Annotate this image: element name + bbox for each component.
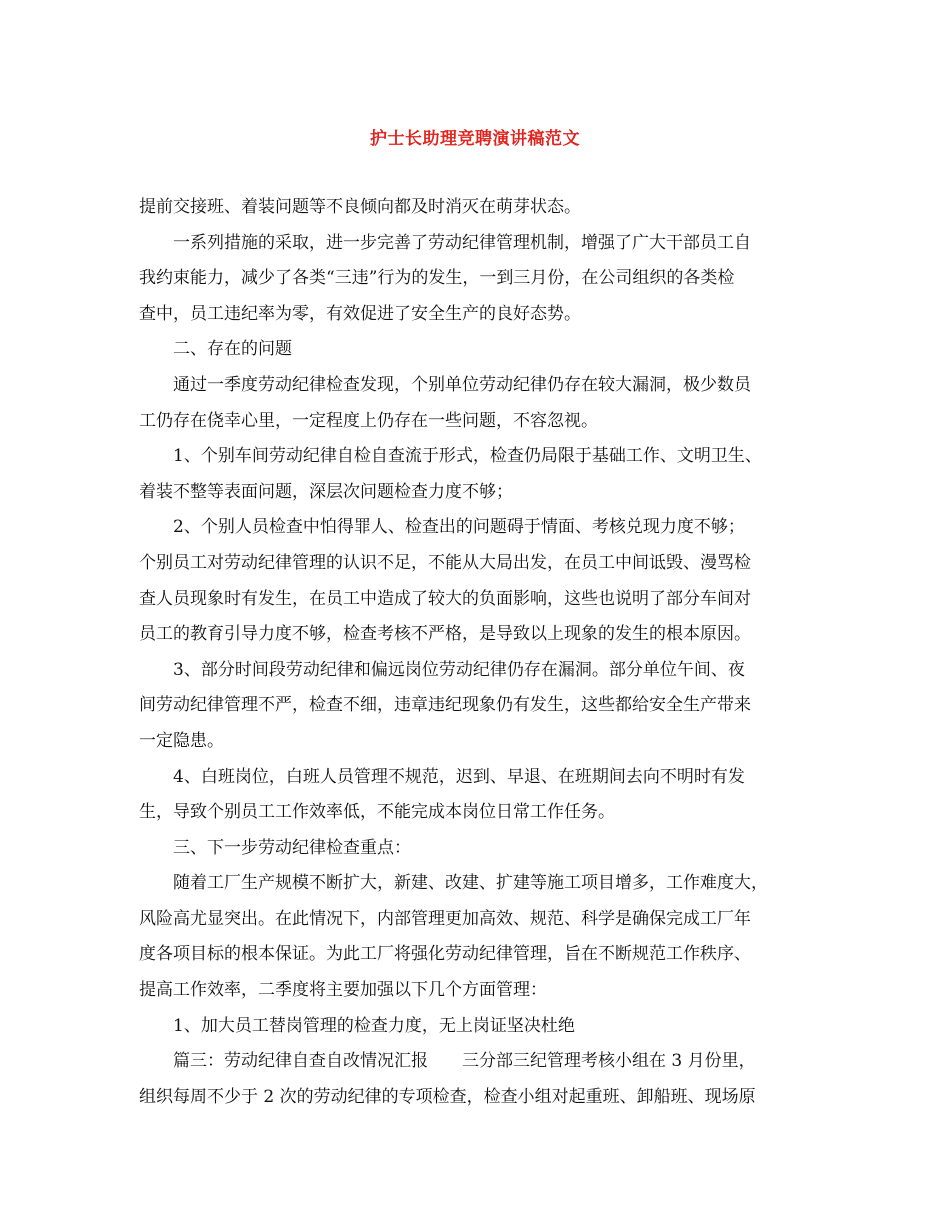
text-line: 1、加大员工替岗管理的检查力度，无上岗证坚决杜绝 <box>173 1015 575 1036</box>
text-line: 二、存在的问题 <box>173 339 292 360</box>
text-line: 工仍存在侥幸心里，一定程度上仍存在一些问题，不容忽视。 <box>139 410 598 431</box>
text-line: 个别员工对劳动纪律管理的认识不足，不能从大局出发，在员工中间诋毁、漫骂检 <box>139 552 751 573</box>
text-line: 风险高尤显突出。在此情况下，内部管理更加高效、规范、科学是确保完成工厂年 <box>139 908 751 929</box>
text-line: 2、个别人员检查中怕得罪人、检查出的问题碍于情面、考核兑现力度不够； <box>173 517 745 538</box>
text-line: 三、下一步劳动纪律检查重点： <box>173 837 411 858</box>
document-title: 护士长助理竞聘演讲稿范文 <box>370 129 580 149</box>
text-line: 度各项目标的根本保证。为此工厂将强化劳动纪律管理，旨在不断规范工作秩序、 <box>139 944 751 965</box>
text-line: 3、部分时间段劳动纪律和偏远岗位劳动纪律仍存在漏洞。部分单位午间、夜 <box>173 659 745 680</box>
text-line: 生，导致个别员工工作效率低，不能完成本岗位日常工作任务。 <box>139 802 615 823</box>
text-line: 间劳动纪律管理不严，检查不细，违章违纪现象仍有发生，这些都给安全生产带来 <box>139 695 751 716</box>
text-line: 组织每周不少于 2 次的劳动纪律的专项检查，检查小组对起重班、卸船班、现场原 <box>139 1086 756 1107</box>
text-line: 随着工厂生产规模不断扩大，新建、改建、扩建等施工项目增多，工作难度大， <box>173 873 768 894</box>
text-line: 一系列措施的采取，进一步完善了劳动纪律管理机制，增强了广大干部员工自 <box>173 232 751 253</box>
text-line: 1、个别车间劳动纪律自检自查流于形式，检查仍局限于基础工作、文明卫生、 <box>173 446 762 467</box>
text-line: 篇三：劳动纪律自查自改情况汇报 三分部三纪管理考核小组在 3 月份里， <box>173 1051 756 1072</box>
text-line: 提前交接班、着装问题等不良倾向都及时消灭在萌芽状态。 <box>139 197 581 217</box>
text-line: 通过一季度劳动纪律检查发现，个别单位劳动纪律仍存在较大漏洞，极少数员 <box>173 374 751 395</box>
text-line: 4、白班岗位，白班人员管理不规范，迟到、早退、在班期间去向不明时有发 <box>173 766 745 787</box>
text-line: 查中，员工违纪率为零，有效促进了安全生产的良好态势。 <box>139 303 581 324</box>
text-line: 一定隐患。 <box>139 730 224 751</box>
text-line: 着装不整等表面问题，深层次问题检查力度不够； <box>139 481 513 502</box>
text-line: 提高工作效率，二季度将主要加强以下几个方面管理： <box>139 980 547 1001</box>
text-line: 员工的教育引导力度不够，检查考核不严格，是导致以上现象的发生的根本原因。 <box>139 624 751 645</box>
text-line: 查人员现象时有发生，在员工中造成了较大的负面影响，这些也说明了部分车间对 <box>139 588 751 609</box>
text-line: 我约束能力，减少了各类“三违”行为的发生，一到三月份，在公司组织的各类检 <box>139 268 735 289</box>
document-body <box>139 190 829 1115</box>
